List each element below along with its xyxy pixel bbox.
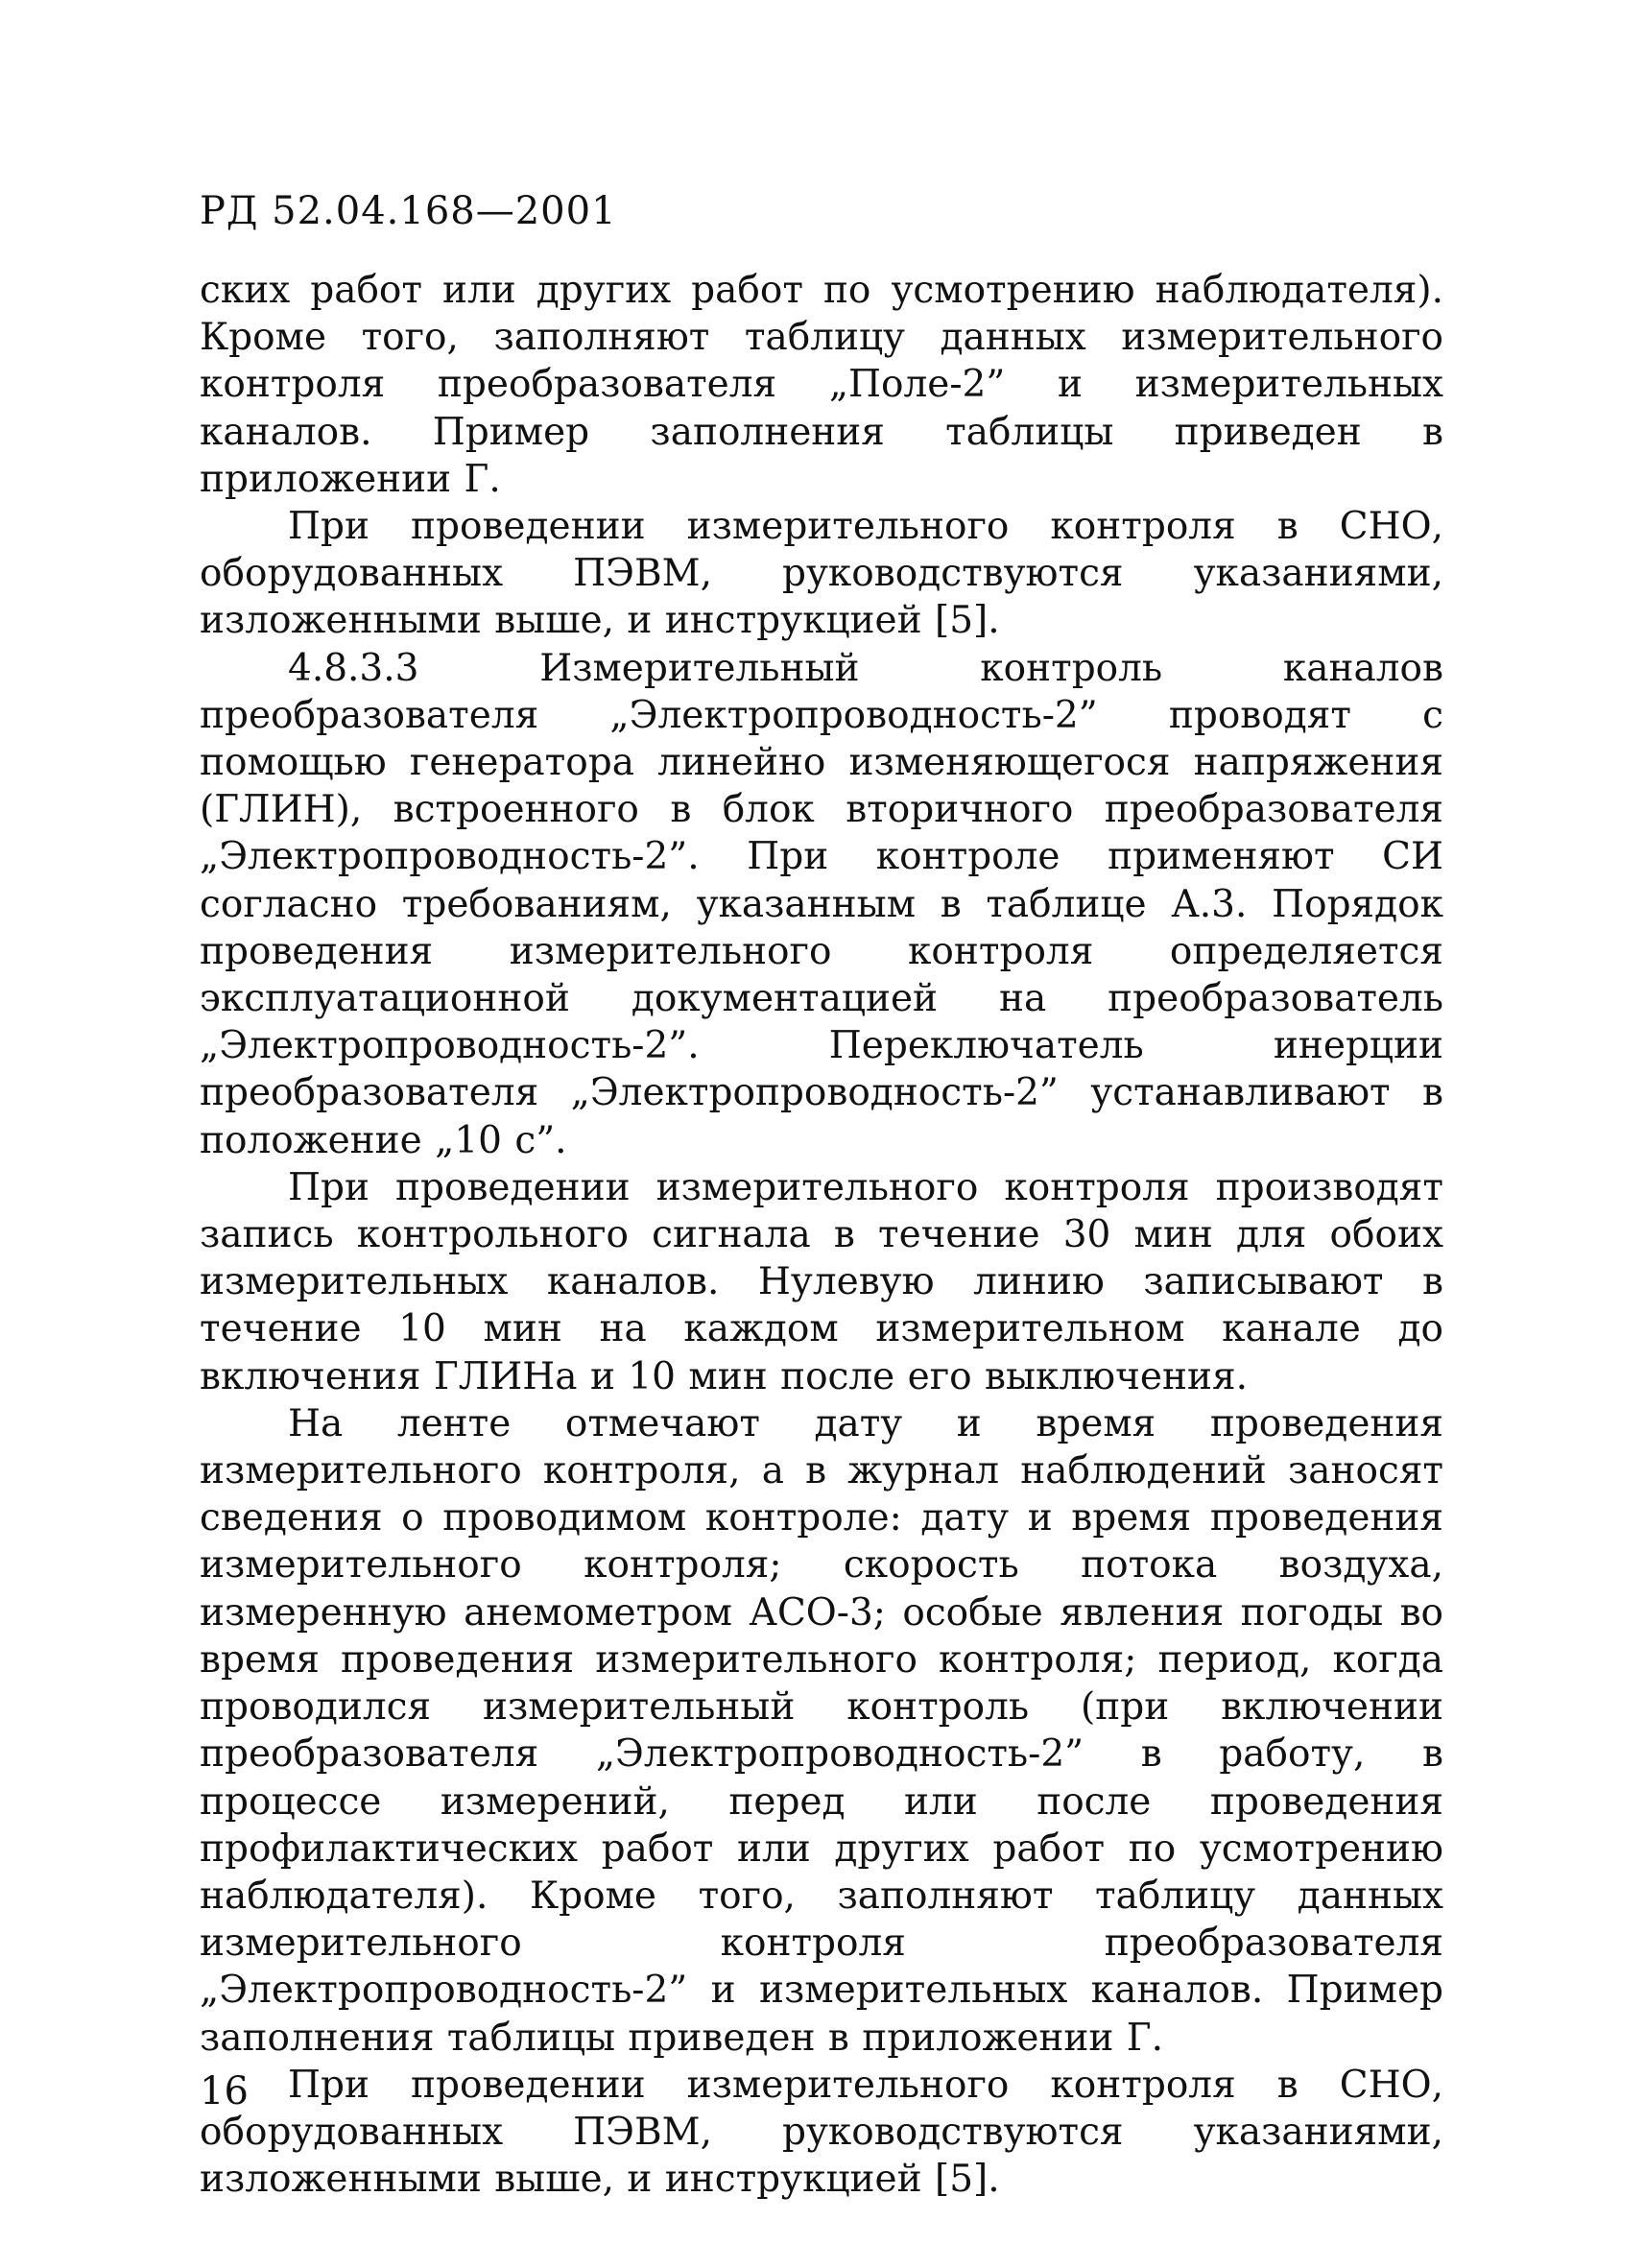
paragraph-pevm-instructions: При проведении измерительного контроля в СНО, оборудованных ПЭВМ, руководствуются указаниями, изложенными выше, и инструкцией [5]. <box>200 505 1443 643</box>
paragraph-pevm-instructions-repeat: При проведении измерительного контроля в СНО, оборудованных ПЭВМ, руководствуются указаниями, изложенными выше, и инструкцией [5]. <box>200 2063 1443 2202</box>
document-body <box>200 267 1443 2203</box>
paragraph-section-4-8-3-3: 4.8.3.3 Измерительный контроль каналов преобразователя „Электропроводность-2” проводят с помощью генератора линейно изменяющегося напряжения (ГЛИН), встроенного в блок вторичного преобразователя „Электропроводность-2”. При контроле применяют СИ согласно требованиям, указанным в таблице А.3. Порядок проведения измерительного контроля определяется эксплуатационной документацией на преобразователь „Электропроводность-2”. Переключатель инерции преобразователя „Электропроводность-2” устанавливают в положение „10 с”. <box>200 646 1443 1162</box>
page-number: 16 <box>200 2069 249 2113</box>
paragraph-continuation: ских работ или других работ по усмотрению наблюдателя). Кроме того, заполняют таблицу данных измерительного контроля преобразователя „Поле-2” и измерительных каналов. Пример заполнения таблицы приведен в приложении Г. <box>200 269 1443 501</box>
paragraph-tape-and-journal: На ленте отмечают дату и время проведения измерительного контроля, а в журнал наблюдений заносят сведения о проводимом контроле: дату и время проведения измерительного контроля; скорость потока воздуха, измеренную анемометром АСО-3; особые явления погоды во время проведения измерительного контроля; период, когда проводился измерительный контроль (при включении преобразователя „Электропроводность-2” в работу, в процессе измерений, перед или после проведения профилактических работ или других работ по усмотрению наблюдателя). Кроме того, заполняют таблицу данных измерительного контроля преобразователя „Электропроводность-2” и измерительных каналов. Пример заполнения таблицы приведен в приложении Г. <box>200 1401 1443 2060</box>
paragraph-control-signal-recording: При проведении измерительного контроля производят запись контрольного сигнала в течение 30 мин для обоих измерительных каналов. Нулевую линию записывают в течение 10 мин на каждом измерительном канале до включения ГЛИНа и 10 мин после его выключения. <box>200 1165 1443 1398</box>
document-header: РД 52.04.168—2001 <box>200 189 617 233</box>
